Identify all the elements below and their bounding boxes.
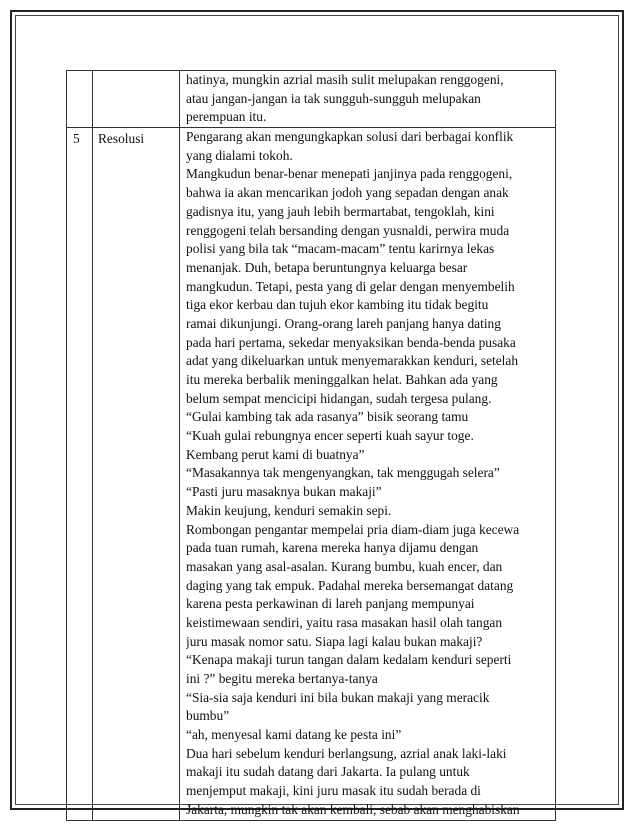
text-line: adat yang dikeluarkan untuk menyemarakkan kenduri, setelah bbox=[186, 353, 519, 369]
text-line: Rombongan pengantar mempelai pria diam-diam juga kecewa bbox=[186, 521, 520, 537]
text-line: perempuan itu. bbox=[186, 109, 267, 125]
text-line: yang dialami tokoh. bbox=[186, 147, 293, 163]
text-line: menanjak. Duh, betapa beruntungnya keluarga besar bbox=[186, 259, 468, 275]
table-row-continuation bbox=[67, 71, 556, 128]
text-line: keistimewaan sendiri, yaitu rasa masakan hasil olah tangan bbox=[186, 614, 503, 630]
text-line: bumbu” bbox=[186, 708, 230, 724]
text-line: Dua hari sebelum kenduri berlangsung, azrial anak laki-laki bbox=[186, 745, 507, 761]
text-line: ini ?” begitu mereka bertanya-tanya bbox=[186, 671, 378, 686]
aspect-cell: Resolusi bbox=[93, 128, 180, 820]
text-line: Jakarta, mungkin tak akan kembali, sebab akan menghabiskan bbox=[186, 801, 520, 817]
text-line: juru masak nomor satu. Siapa lagi kalau bukan makaji? bbox=[186, 633, 483, 649]
text-line: karena pesta perkawinan di lareh panjang mempunyai bbox=[186, 596, 475, 612]
text-line: “Kenapa makaji turun tangan dalam kedalam kenduri seperti bbox=[186, 652, 512, 668]
text-line: “Gulai kambing tak ada rasanya” bisik seorang tamu bbox=[186, 409, 469, 425]
text-line: pada hari pertama, sekedar menyaksikan benda-benda pusaka bbox=[186, 334, 516, 350]
text-line: menjemput makaji, kini juru masak itu sudah berada di bbox=[186, 783, 481, 799]
row-number-cell: 5 bbox=[67, 128, 93, 820]
text-line: “Pasti juru masaknya bukan makaji” bbox=[186, 484, 382, 500]
description-cell bbox=[180, 128, 556, 820]
table-row-resolusi bbox=[67, 128, 556, 820]
text-line: pada tuan rumah, karena mereka hanya dijamu dengan bbox=[186, 540, 479, 556]
text-line: “Sia-sia saja kenduri ini bila bukan makaji yang meracik bbox=[186, 689, 490, 705]
text-line: gadisnya itu, yang jauh lebih bermartabat, tengoklah, kini bbox=[186, 203, 495, 219]
description-cell bbox=[180, 71, 556, 128]
plot-analysis-table bbox=[66, 70, 556, 821]
text-line: “Masakannya tak mengenyangkan, tak menggugah selera” bbox=[186, 465, 500, 481]
text-line: belum sempat mencicipi hidangan, sudah tergesa pulang. bbox=[186, 390, 492, 406]
aspect-cell bbox=[93, 71, 180, 128]
text-line: Mangkudun benar-benar menepati janjinya pada renggogeni, bbox=[186, 166, 513, 182]
text-line: bahwa ia akan mencarikan jodoh yang sepadan dengan anak bbox=[186, 185, 509, 201]
text-line: renggogeni telah bersanding dengan yusnaldi, perwira muda bbox=[186, 222, 510, 238]
text-line: tiga ekor kerbau dan tujuh ekor kambing itu tidak begitu bbox=[186, 297, 489, 313]
text-line: Kembang perut kami di buatnya” bbox=[186, 446, 365, 462]
text-line: ramai dikunjungi. Orang-orang lareh panjang hanya dating bbox=[186, 315, 501, 331]
text-line: mangkudun. Tetapi, pesta yang di gelar dengan menyembelih bbox=[186, 278, 515, 294]
text-line: Makin keujung, kenduri semakin sepi. bbox=[186, 502, 392, 518]
row-number-cell bbox=[67, 71, 93, 128]
text-line: “Kuah gulai rebungnya encer seperti kuah sayur toge. bbox=[186, 428, 474, 444]
text-line: makaji itu sudah datang dari Jakarta. Ia pulang untuk bbox=[186, 764, 470, 780]
text-line: atau jangan-jangan ia tak sungguh-sungguh melupakan bbox=[186, 90, 481, 106]
text-line: daging yang tak empuk. Padahal mereka bersemangat datang bbox=[186, 577, 514, 593]
text-line: polisi yang bila tak “macam-macam” tentu karirnya lekas bbox=[186, 241, 495, 257]
text-line: Pengarang akan mengungkapkan solusi dari berbagai konflik bbox=[186, 129, 514, 145]
text-line: “ah, menyesal kami datang ke pesta ini” bbox=[186, 727, 402, 743]
text-line: hatinya, mungkin azrial masih sulit melupakan renggogeni, bbox=[186, 72, 504, 87]
text-line: masakan yang asal-asalan. Kurang bumbu, kuah encer, dan bbox=[186, 558, 503, 574]
text-line: itu mereka berbalik meninggalkan helat. Bahkan ada yang bbox=[186, 372, 498, 387]
